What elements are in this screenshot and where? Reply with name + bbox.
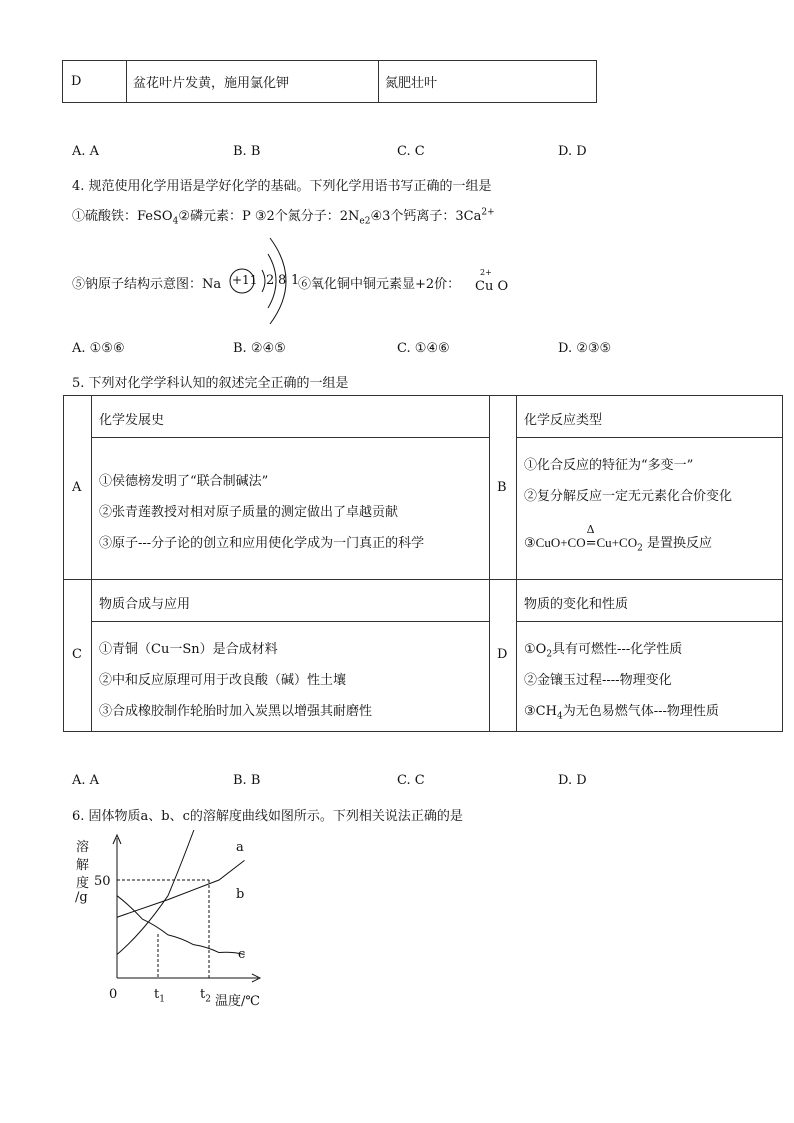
q5-a-item-1: ①侯德榜发明了“联合制碱法” bbox=[99, 474, 269, 489]
q5-d-item-2: ②金镶玉过程----物理变化 bbox=[524, 673, 672, 688]
x-tick-t2: $t_2$ bbox=[200, 987, 211, 1005]
curve-b bbox=[117, 860, 245, 917]
shell-arc-1 bbox=[262, 270, 265, 292]
q5-option-c[interactable]: C. C bbox=[397, 773, 425, 788]
q5-b-item-1: ①化合反应的特征为“多变一” bbox=[524, 458, 694, 473]
q5-c-item-1: ①青铜（Cu一Sn）是合成材料 bbox=[99, 642, 278, 657]
q5-d-title: 物质的变化和性质 bbox=[524, 597, 629, 612]
cuo-formula: Cu O bbox=[475, 279, 509, 294]
q3-option-d[interactable]: D. D bbox=[558, 144, 587, 159]
q5-a-item-2: ②张青莲教授对相对原子质量的测定做出了卓越贡献 bbox=[99, 505, 399, 520]
q4-option-a[interactable]: A. ①⑤⑥ bbox=[72, 341, 125, 356]
q5-a-item-3: ③原子---分子论的创立和应用使化学成为一门真正的科学 bbox=[99, 536, 425, 551]
q5-b-title: 化学反应类型 bbox=[524, 413, 603, 428]
top-table bbox=[62, 60, 597, 103]
y-tick-50: 50 bbox=[94, 874, 111, 889]
curve-c bbox=[117, 896, 245, 955]
q5-c-title: 物质合成与应用 bbox=[99, 597, 191, 612]
chart-svg bbox=[70, 830, 270, 1010]
y-axis-label-4: /g bbox=[75, 890, 88, 905]
shell-electrons-2: 8 bbox=[278, 273, 287, 288]
q5-option-d[interactable]: D. D bbox=[558, 773, 587, 788]
shell-electrons-1: 2 bbox=[266, 273, 275, 288]
curve-a bbox=[117, 830, 219, 954]
q3-option-a[interactable]: A. A bbox=[72, 144, 100, 159]
shell-electrons-3: 1 bbox=[291, 273, 300, 288]
q5-a-letter: A bbox=[72, 480, 82, 495]
q4-option-c[interactable]: C. ①④⑥ bbox=[397, 341, 450, 356]
y-axis-label-1: 溶 bbox=[76, 840, 90, 855]
x-axis-label: 温度/℃ bbox=[215, 994, 260, 1009]
series-label-a: a bbox=[236, 840, 244, 855]
q5-c-item-2: ②中和反应原理可用于改良酸（碱）性土壤 bbox=[99, 673, 347, 688]
top-table-letter: D bbox=[63, 61, 127, 103]
q5-c-item-3: ③合成橡胶制作轮胎时加入炭黑以增强其耐磨性 bbox=[99, 704, 373, 719]
cuo-charge: 2+ bbox=[480, 268, 492, 277]
x-tick-t1: $t_1$ bbox=[154, 987, 165, 1005]
q5-option-a[interactable]: A. A bbox=[72, 773, 100, 788]
q5-c-letter: C bbox=[72, 647, 82, 662]
q5-a-title: 化学发展史 bbox=[99, 413, 165, 428]
q5-b-letter: B bbox=[497, 480, 507, 495]
q5-d-item-3: $③CH_4$为无色易燃气体---物理性质 bbox=[524, 704, 719, 722]
nucleus-label: +11 bbox=[232, 273, 258, 287]
delta-sign: Δ bbox=[586, 523, 595, 536]
top-table-col2: 盆花叶片发黄，施用氯化钾 bbox=[127, 61, 379, 103]
q4-option-d[interactable]: D. ②③⑤ bbox=[558, 341, 612, 356]
q6-stem: 6. 固体物质a、b、c的溶解度曲线如图所示。下列相关说法正确的是 bbox=[72, 809, 463, 824]
q5-option-b[interactable]: B. B bbox=[233, 773, 261, 788]
q5-b-item-3: ③CuO+CO Δ $=Cu+CO_2$ 是置换反应 bbox=[524, 523, 712, 554]
q5-stem: 5. 下列对化学学科认知的叙述完全正确的一组是 bbox=[72, 376, 349, 391]
q4-option-b[interactable]: B. ②④⑤ bbox=[233, 341, 286, 356]
origin-label: 0 bbox=[109, 987, 118, 1002]
q4-line1: ①硫酸铁：FeSO$_4$②磷元素：P ③2个氮分子：$2N_{e2}④3$个钙离子：$3Ca^{2+}$ bbox=[72, 207, 495, 227]
series-label-b: b bbox=[236, 887, 245, 902]
q4-stem: 4. 规范使用化学用语是学好化学的基础。下列化学用语书写正确的一组是 bbox=[72, 179, 492, 194]
q5-d-letter: D bbox=[497, 647, 508, 662]
y-axis-label-2: 解 bbox=[76, 858, 90, 873]
solubility-chart bbox=[70, 830, 270, 1010]
series-label-c: c bbox=[238, 947, 246, 962]
q5-b-item-2: ②复分解反应一定无元素化合价变化 bbox=[524, 489, 733, 504]
top-table-col3: 氮肥壮叶 bbox=[379, 61, 597, 103]
q3-option-b[interactable]: B. B bbox=[233, 144, 261, 159]
q4-line2-mid: ⑥氧化铜中铜元素显+2价： bbox=[298, 277, 461, 292]
q5-d-item-1: $①O_2$具有可燃性---化学性质 bbox=[524, 642, 683, 660]
q5-table bbox=[63, 395, 783, 732]
y-axis-label-3: 度 bbox=[76, 876, 90, 891]
q3-option-c[interactable]: C. C bbox=[397, 144, 425, 159]
q4-line2-prefix: ⑤钠原子结构示意图：Na bbox=[72, 277, 222, 292]
